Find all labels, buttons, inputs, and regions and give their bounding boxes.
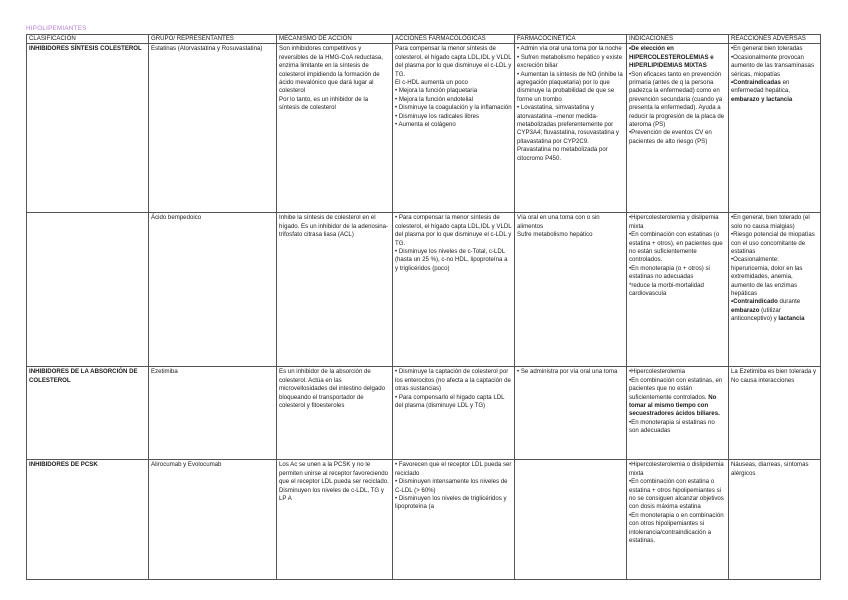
cell-indications: •Hipercolesterolemia o dislipidemia mixta •En combinación con estatina o estatina + otros hipolipemiantes si no se consiguen alcanzar objetivos con dosis máxima estatina •En monoterapia o en combinación con otros hipolipemiantes si intolerancia/contraindicación a estatinas. <box>627 460 729 580</box>
cell-mechanism: Son inhibidores competitivos y reversibles de la HMG-CoA reductasa, enzima limitante en la síntesis de colesterol impidiendo la formación de ácido mevalónico que dará lugar al colesterol Por lo tanto, es un inhibidor de la síntesis de colesterol <box>277 44 393 213</box>
cell-adverse-reactions: Náuseas, diarreas, síntomas alérgicos <box>729 460 821 580</box>
table-row <box>27 213 821 367</box>
cell-pharmacokinetics: • Se administra por vía oral una toma <box>515 367 627 460</box>
table-row <box>27 367 821 460</box>
cell-adverse-reactions: •En general bien toleradas •Ocasionalmente provocan aumento de las transaminasas séricas, miopatías •Contraindicadas en enfermedad hepática, embarazo y lactancia <box>729 44 821 213</box>
cell-indications: •Hipercolesterolemia •En combinación con estatinas, en pacientes que no están suficientemente controlados. No tomar al mismo tiempo con secuestradores ácidos biliares. •En monoterapia si estatinas no son adecuadas <box>627 367 729 460</box>
header-classification: CLASIFICACIÓN <box>27 35 149 44</box>
table-row <box>27 44 821 213</box>
cell-classification <box>27 213 149 367</box>
cell-classification: INHIBIDORES DE PCSK <box>27 460 149 580</box>
header-pharmacokinetics: FARMACOCINÉTICA <box>515 35 627 44</box>
cell-group: Estatinas (Atorvastatina y Rosuvastatina) <box>149 44 277 213</box>
header-actions: ACCIONES FARMACOLÓGICAS <box>393 35 515 44</box>
cell-pharmacokinetics: • Admin vía oral una toma por la noche • Sufren metabolismo hepático y existe excreción biliar • Aumentan la síntesis de NO (inhibe la agregación plaquetaria) por lo que disminuye la probabilidad de que se forme un trombo • Lovastatina, simvastatina y atorvastatina –menor medida- metabolizadas preferentemente por CYP3A4; fluvastatina, rosuvastatina y pitavastatina por CYP2C9. Pravastatina no metabolizada por citocromo P450. <box>515 44 627 213</box>
cell-classification: INHIBIDORES DE LA ABSORCIÓN DE COLESTEROL <box>27 367 149 460</box>
cell-pharmacokinetics: Vía oral en una toma con o sin alimentos Sufre metabolismo hepático <box>515 213 627 367</box>
cell-actions: Para compensar la menor síntesis de colesterol, el hígado capta LDL,IDL y VLDL del plasma por lo que disminuye el c-LDL y TG. El c-HDL aumenta un poco • Mejora la función plaquetaria • Mejora la función endotelial • Disminuye la coagulación y la inflamación • Disminuye los radicales libres • Aumenta el colágeno <box>393 44 515 213</box>
drug-table <box>26 34 821 580</box>
header-adverse-reactions: REACCIONES ADVERSAS <box>729 35 821 44</box>
cell-group: Ezetimiba <box>149 367 277 460</box>
cell-group: Ácido bempedoico <box>149 213 277 367</box>
header-group: GRUPO/ REPRESENTANTES <box>149 35 277 44</box>
cell-adverse-reactions: La Ezetimiba es bien tolerada y No causa interacciones <box>729 367 821 460</box>
header-indications: INDICACIONES <box>627 35 729 44</box>
cell-mechanism: Inhibe la síntesis de colesterol en el hígado. Es un inhibidor de la adenosina-trifosfato citrasa liasa (ACL) <box>277 213 393 367</box>
document-title: HIPOLIPEMIANTES <box>26 25 87 32</box>
header-row <box>27 35 821 44</box>
cell-indications: •Hipercolesterolemia y dislipemia mixta •En combinación con estatinas (o estatina + otros), en pacientes que no están suficientemente controlados. •En monoterapia (o + otros) si estatinas no adecuadas *reduce la morbi-mortalidad cardiovascula <box>627 213 729 367</box>
cell-adverse-reactions: •En general, bien tolerado (el solo no causa mialgias) •Riesgo potencial de miopatías con el uso concomitante de estatinas •Ocasionalmente: hiperuricemia, dolor en las extremidades, anemia, aumento de las enzimas hepáticas •Contraindicado durante embarazo (utilizar anticonceptivo) y lactancia <box>729 213 821 367</box>
cell-mechanism: Es un inhibidor de la absorción de colesterol. Actúa en las microvellosidades del intestino delgado bloqueando el transportador de colesterol y fitoesteroles <box>277 367 393 460</box>
cell-actions: • Favorecen que el receptor LDL pueda ser reciclado • Disminuyen intensamente los niveles de C-LDL (> 60%) • Disminuyen los niveles de triglicéridos y lipoproteína (a <box>393 460 515 580</box>
cell-indications: •De elección en HIPERCOLESTEROLEMIAS e HIPERLIPIDEMIAS MIXTAS •Son eficaces tanto en prevención primaria (antes de q la persona padezca la enfermedad) como en prevención secundaria (cuando ya presenta la enfermedad). Ayuda a reducir la progresión de la placa de ateroma (PS) •Prevención de eventos CV en pacientes de alto riesgo (PS) <box>627 44 729 213</box>
cell-mechanism: Los Ac se unen a la PCSK y no le permiten unirse al receptor favoreciendo que el receptor LDL pueda ser reciclado. Disminuyen los niveles de c-LDL, TG y LP A <box>277 460 393 580</box>
cell-actions: • Para compensar la menor síntesis de colesterol, el hígado capta LDL,IDL y VLDL del plasma por lo que disminuye el c-LDL y TG. • Disminuye los niveles de c-Total, c-LDL (hasta un 25 %), c-no HDL, lipoproteína a y triglicéridos (poco) <box>393 213 515 367</box>
cell-group: Alirocumab y Evolocumab <box>149 460 277 580</box>
table-row <box>27 460 821 580</box>
cell-actions: • Disminuye la captación de colesterol por los enterocitos (no afecta a la captación de otras sustancias) • Para compensarlo el hígado capta LDL del plasma (disminuye LDL y TG) <box>393 367 515 460</box>
header-mechanism: MECANISMO DE ACCIÓN <box>277 35 393 44</box>
cell-classification: INHIBIDORES SÍNTESIS COLESTEROL <box>27 44 149 213</box>
cell-pharmacokinetics <box>515 460 627 580</box>
